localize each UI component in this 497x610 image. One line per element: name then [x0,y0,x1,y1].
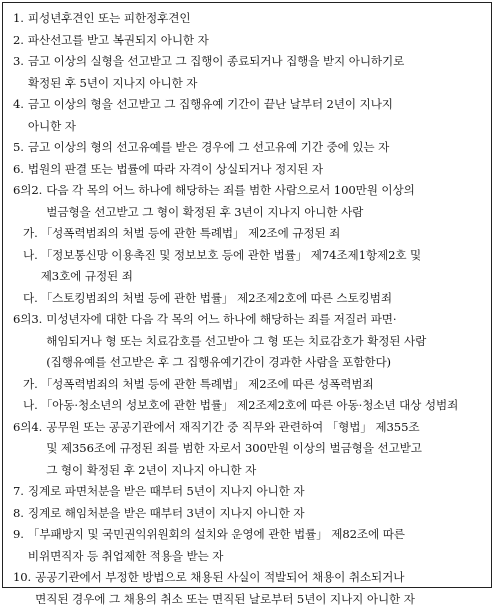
item-number: 나. [23,395,41,417]
item-number: 다. [23,288,41,310]
item-text-line: 「부패방지 및 국민권익위원회의 설치와 운영에 관한 법률」 제82조에 따른 [28,524,487,546]
item-text-line: 면직된 경우에 그 채용의 취소 또는 면직된 날로부터 5년이 지나지 아니한 자 [35,589,487,610]
list-item [13,8,487,30]
item-text-line: 금고 이상의 실형을 선고받고 그 집행이 종료되거나 집행을 받지 아니하기로 [28,51,487,73]
item-text [41,223,487,245]
item-text-line: 「아동·청소년의 성보호에 관한 법률」 제2조제2호에 따른 아동·청소년 대상 성범죄 [41,395,487,417]
list-item [13,30,487,52]
item-text [28,503,487,525]
item-text [28,51,487,94]
item-text [28,481,487,503]
item-number: 나. [23,245,41,288]
item-text-line: 공공기관에서 부정한 방법으로 채용된 사실이 적발되어 채용이 취소되거나 [35,567,487,589]
item-text-line: 제3호에 규정된 죄 [41,266,487,288]
item-text [35,567,487,610]
item-text-line: 다음 각 목의 어느 하나에 해당하는 죄를 범한 사람으로서 100만원 이상의 [46,180,487,202]
item-text-line: 「성폭력범죄의 처벌 등에 관한 특례법」 제2조에 규정된 죄 [41,223,487,245]
item-number: 6. [13,159,28,181]
list-item [13,159,487,181]
item-number: 10. [13,567,35,610]
item-text [46,309,487,374]
list-item [13,137,487,159]
item-text-line: 파산선고를 받고 복권되지 아니한 자 [28,30,487,52]
list-item [13,94,487,137]
item-text-line: 「정보통신망 이용촉진 및 정보보호 등에 관한 법률」 제74조제1항제2호 및 [41,245,487,267]
item-number: 6의2. [13,180,46,223]
list-item [13,503,487,525]
list-item [13,524,487,567]
item-text [28,524,487,567]
item-number: 1. [13,8,28,30]
item-text-line: (집행유예를 선고받은 후 그 집행유예기간이 경과한 사람을 포함한다) [46,352,487,374]
list-item [13,567,487,610]
item-text [41,245,487,288]
item-text-line: 공무원 또는 공공기관에서 재직기간 중 직무와 관련하여 「형법」 제355조 [46,417,487,439]
item-number: 7. [13,481,28,503]
item-text [46,417,487,482]
item-number: 6의3. [13,309,46,374]
sub-list-item [13,288,487,310]
item-number: 4. [13,94,28,137]
list-item [13,481,487,503]
item-text-line: 징계로 해임처분을 받은 때부터 3년이 지나지 아니한 자 [28,503,487,525]
item-text-line: 법원의 판결 또는 법률에 따라 자격이 상실되거나 정지된 자 [28,159,487,181]
item-text-line: 피성년후견인 또는 피한정후견인 [28,8,487,30]
item-text-line: 비위면직자 등 취업제한 적용을 받는 자 [28,546,487,568]
list-item [13,417,487,482]
item-text [28,8,487,30]
item-text-line: 징계로 파면처분을 받은 때부터 5년이 지나지 아니한 자 [28,481,487,503]
item-text-line: 「성폭력범죄의 처벌 등에 관한 특례법」 제2조에 따른 성폭력범죄 [41,374,487,396]
sub-list-item [13,374,487,396]
document-frame [2,2,492,588]
list-item [13,180,487,223]
item-text [28,94,487,137]
item-text [41,395,487,417]
item-number: 2. [13,30,28,52]
item-number: 가. [23,223,41,245]
item-number: 6의4. [13,417,46,482]
sub-list-item [13,395,487,417]
item-text-line: 및 제356조에 규정된 죄를 범한 자로서 300만원 이상의 벌금형을 선고받고 [46,438,487,460]
sub-list-item [13,223,487,245]
sub-list-item [13,245,487,288]
item-text [41,288,487,310]
item-text [41,374,487,396]
item-text [28,30,487,52]
item-text-line: 아니한 자 [28,116,487,138]
item-text-line: 해임되거나 형 또는 치료감호를 선고받아 그 형 또는 치료감호가 확정된 사람 [46,331,487,353]
item-text-line: 「스토킹범죄의 처벌 등에 관한 법률」 제2조제2호에 따른 스토킹범죄 [41,288,487,310]
item-number: 8. [13,503,28,525]
list-item [13,51,487,94]
item-text-line: 금고 이상의 형의 선고유예를 받은 경우에 그 선고유예 기간 중에 있는 자 [28,137,487,159]
item-text-line: 벌금형을 선고받고 그 형이 확정된 후 3년이 지나지 아니한 사람 [46,202,487,224]
item-text-line: 확정된 후 5년이 지나지 아니한 자 [28,73,487,95]
item-text [28,137,487,159]
item-number: 5. [13,137,28,159]
item-number: 가. [23,374,41,396]
list-item [13,309,487,374]
item-number: 9. [13,524,28,567]
item-text-line: 금고 이상의 형을 선고받고 그 집행유예 기간이 끝난 날부터 2년이 지나지 [28,94,487,116]
item-text-line: 그 형이 확정된 후 2년이 지나지 아니한 자 [46,460,487,482]
item-text-line: 미성년자에 대한 다음 각 목의 어느 하나에 해당하는 죄를 저질러 파면· [46,309,487,331]
disqualification-list [13,8,487,610]
item-number: 3. [13,51,28,94]
item-text [28,159,487,181]
item-text [46,180,487,223]
